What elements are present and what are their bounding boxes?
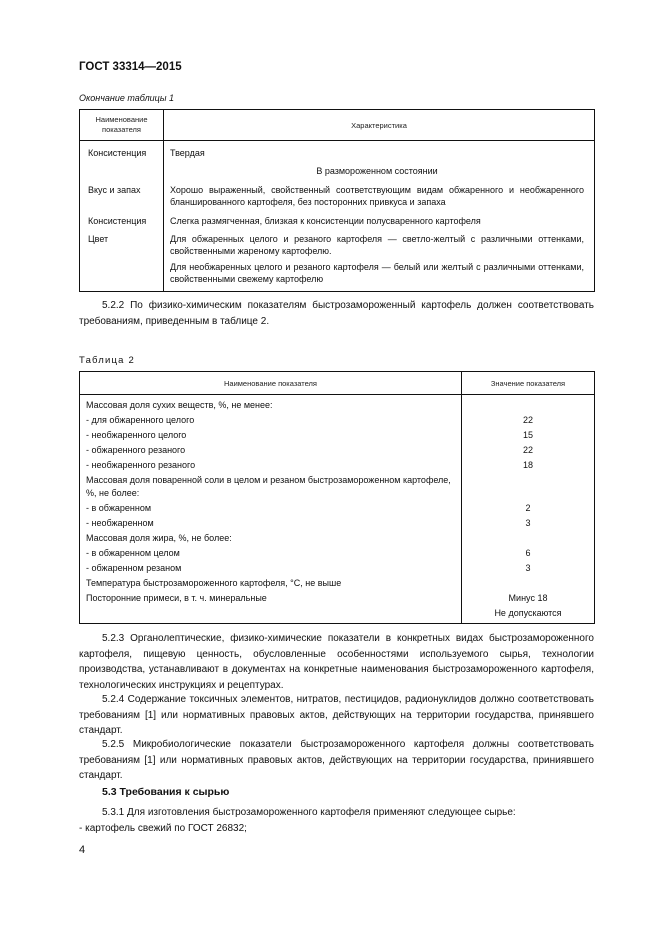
table2-row-value: 3 bbox=[525, 563, 531, 573]
paragraph-5-2-5: 5.2.5 Микробиологические показатели быстрозамороженного картофеля должны соответствовать требованиям [1] или нормативных правовых актов, действующих на территории государства, приниявшего стандарт. bbox=[79, 739, 594, 781]
table2-row-value bbox=[462, 531, 595, 546]
table2-caption: Таблица 2 bbox=[79, 355, 135, 366]
table2-row-value bbox=[462, 576, 595, 591]
table2-row-name: - в обжаренном целом bbox=[80, 546, 462, 561]
table2-row-name: Массовая доля сухих веществ, %, не менее: bbox=[80, 395, 462, 414]
table2-row-value: 3 bbox=[525, 518, 531, 528]
table1-row-name: Консистенция bbox=[80, 141, 164, 160]
table2-row-name: - необжаренном bbox=[80, 516, 462, 531]
table1-row-value: Твердая bbox=[170, 148, 205, 158]
table2-row-value: 22 bbox=[522, 445, 533, 455]
table2-row-name: - в обжаренном bbox=[80, 501, 462, 516]
table2-row-value bbox=[462, 473, 595, 501]
table1-row-value: Слегка размягченная, близкая к консистенции полусваренного картофеля bbox=[170, 216, 481, 226]
paragraph-5-2-3: 5.2.3 Органолептические, физико-химические показатели в конкретных видах быстрозамороженного картофеля, пищевую ценность, обусловленные особенностями используемого сырья, технологии производства, устанавливают в документах на конкретные наименования быстрозамороженного картофеля, технологических инструкциях и рецептурах. bbox=[79, 633, 594, 691]
paragraph-5-2-4: 5.2.4 Содержание токсичных элементов, нитратов, пестицидов, радионуклидов должно соответствовать требованиям [1] или нормативных правовых актов, действующих на территории государства, принявшего стандарт. bbox=[79, 694, 594, 736]
table2-header-value: Значение показателя bbox=[462, 372, 595, 395]
page-number: 4 bbox=[79, 844, 86, 856]
table1-row-name: Цвет bbox=[80, 227, 164, 257]
table2-header-name: Наименование показателя bbox=[80, 372, 462, 395]
table2-row-value: Не допускаются bbox=[494, 608, 562, 618]
table2-row-name: Посторонние примеси, в т. ч. минеральные bbox=[80, 591, 462, 606]
table2-row-value: 2 bbox=[525, 503, 531, 513]
paragraph-5-3-1: 5.3.1 Для изготовления быстрозамороженного картофеля применяют следующее сырье: bbox=[102, 807, 516, 818]
table1-header-characteristic: Характеристика bbox=[164, 110, 595, 141]
table2-row-name: Массовая доля жира, %, не более: bbox=[80, 531, 462, 546]
document-header: ГОСТ 33314—2015 bbox=[79, 61, 182, 73]
list-item: - картофель свежий по ГОСТ 26832; bbox=[79, 823, 247, 834]
table2-row-value bbox=[462, 395, 595, 414]
table1-header-name: Наименование показателя bbox=[80, 110, 164, 141]
table1-subheading: В размороженном состоянии bbox=[316, 166, 438, 176]
table2-row-value: 18 bbox=[522, 460, 533, 470]
paragraph-5-2-2: 5.2.2 По физико-химическим показателям быстрозамороженный картофель должен соответствовать требованиям, приведенным в таблице 2. bbox=[79, 300, 594, 327]
table2-row-value: 6 bbox=[525, 548, 531, 558]
table2-row-name: - обжаренном резаном bbox=[80, 561, 462, 576]
table1-row-name: Консистенция bbox=[80, 208, 164, 227]
table2-row-name: Массовая доля поваренной соли в целом и резаном быстрозамороженном картофеле, %, не более: bbox=[80, 473, 462, 501]
table1-row-value: Для обжаренных целого и резаного картофеля — светло-желтый с различными оттенками, свойственными жареному картофелю. bbox=[170, 234, 584, 256]
table1-row-name bbox=[80, 257, 164, 292]
characteristics-table bbox=[79, 109, 595, 292]
section-5-3-title: 5.3 Требования к сырью bbox=[102, 786, 230, 798]
table2-row-value: 22 bbox=[522, 415, 533, 425]
table2-row-name: Температура быстрозамороженного картофеля, °С, не выше bbox=[80, 576, 462, 591]
table2-row-name: - обжаренного резаного bbox=[80, 443, 462, 458]
table1-row-name: Вкус и запах bbox=[80, 177, 164, 208]
table1-row-name bbox=[80, 159, 164, 177]
table1-row-value: Для необжаренных целого и резаного картофеля — белый или желтый с различными оттенками, свойственными свежему картофелю bbox=[170, 262, 584, 284]
table2-row-value: Минус 18 bbox=[508, 593, 548, 603]
physico-chemical-table bbox=[79, 371, 595, 624]
table2-row-name: - для обжаренного целого bbox=[80, 413, 462, 428]
table2-row-name: - необжаренного целого bbox=[80, 428, 462, 443]
table2-row-name bbox=[80, 606, 462, 624]
table2-row-name: - необжаренного резаного bbox=[80, 458, 462, 473]
table1-caption: Окончание таблицы 1 bbox=[79, 93, 174, 103]
table1-row-value: Хорошо выраженный, свойственный соответствующим видам обжаренного и необжаренного бланшированного картофеля, без посторонних привкуса и запаха bbox=[170, 185, 584, 207]
table2-row-value: 15 bbox=[522, 430, 533, 440]
